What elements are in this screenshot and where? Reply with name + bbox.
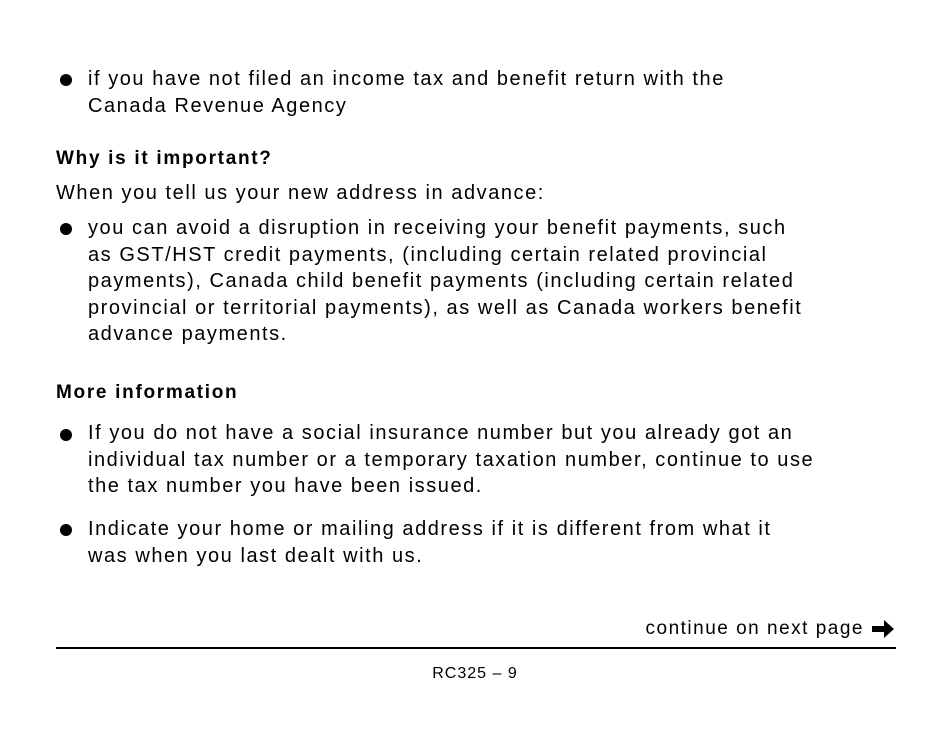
bullet-text: Indicate your home or mailing address if it is different from what it was when you last dealt with us.: [88, 518, 772, 567]
list-item: [56, 66, 916, 119]
continue-text: continue on next page: [645, 618, 864, 639]
right-arrow-icon: [870, 618, 896, 640]
continue-on-next-page: [646, 618, 897, 640]
bullet-icon: [60, 524, 72, 536]
bullet-text: If you do not have a social insurance number but you already got an individual tax number or a temporary taxation number, continue to use the tax number you have been issued.: [88, 422, 815, 497]
bullet-text: you can avoid a disruption in receiving your benefit payments, such as GST/HST credit payments, (including certain related provincial payments), Canada child benefit payments (including certain related provincial or territorial payments), as well as Canada workers benefit advance payments.: [88, 217, 803, 345]
bullet-icon: [60, 74, 72, 86]
footer-divider: [56, 647, 896, 649]
page-number: RC325 – 9: [432, 665, 518, 682]
section-heading-more-information: More information: [56, 382, 239, 403]
list-item: [56, 516, 916, 569]
list-item: [56, 420, 916, 500]
bullet-icon: [60, 429, 72, 441]
section-heading-why-important: Why is it important?: [56, 148, 273, 169]
bullet-text: if you have not filed an income tax and benefit return with the Canada Revenue Agency: [88, 68, 725, 117]
intro-paragraph: When you tell us your new address in advance:: [56, 182, 545, 204]
list-item: [56, 215, 916, 348]
bullet-icon: [60, 223, 72, 235]
